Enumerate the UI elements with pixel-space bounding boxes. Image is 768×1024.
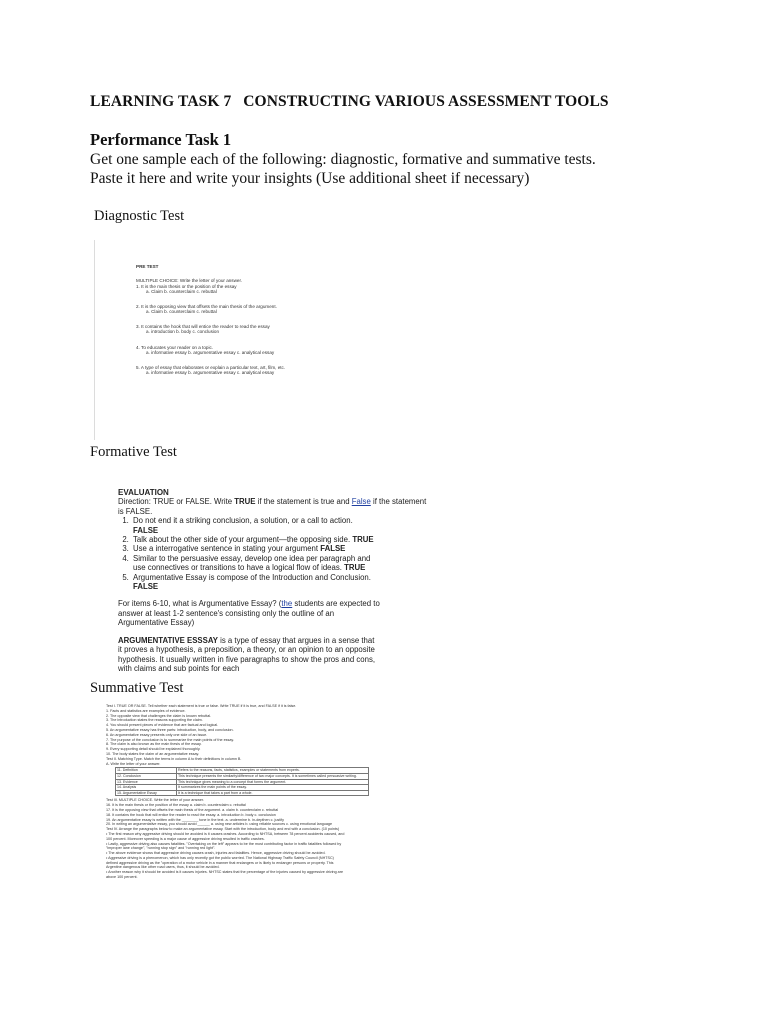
summative-line: 19. An argumentative essay is written with the ________ tone in the text. a. undermine b. in-depthen c. justify (106, 817, 284, 822)
question-options: a. informative essay b. argumentative essay c. analytical essay (146, 370, 275, 376)
summative-part-1 (106, 704, 376, 766)
summative-line: Test IV. Arrange the paragraphs below to make an argumentative essay. Start with the introduction, body and end with a conclusion. (10 points) (106, 827, 340, 832)
summative-test-heading: Summative Test (90, 680, 184, 696)
column-a-cell: 14. Analysis (116, 785, 177, 791)
column-a-cell: 15. Argumentative Essay (116, 790, 177, 796)
summative-line: • Another reason why it should be avoided is it causes injuries. NHTSC states that the percentage of the injuries caused by aggressive driving are (106, 870, 344, 875)
pre-test-label: PRE TEST (136, 264, 159, 269)
summative-line: • The above evidence shows that aggressive driving causes crash, injuries and fatalities. Hence, aggressive driving should be avoided. (106, 851, 326, 856)
formative-test-image (118, 488, 427, 673)
question-text: 1. It is the main thesis or the position of the essay (136, 284, 237, 289)
diagnostic-item-1 (136, 284, 237, 295)
formative-test-heading: Formative Test (90, 444, 177, 460)
question-text: 5. A type of essay that elaborates or explain a particular text, art, film, etc. (136, 365, 286, 370)
formative-items (118, 516, 380, 591)
diagnostic-item-4 (136, 345, 274, 356)
summative-line: 16. It is the main thesis or the position of the essay a. claim b. counterclaim c. rebuttal (106, 803, 246, 808)
formative-item: 4. Similar to the persuasive essay, develop one idea per paragraph and use connectives or transitions to have a logical flow of ideas. TRUE (131, 554, 380, 573)
column-a-cell: 11. Definition (116, 768, 177, 774)
question-options: a. Claim b. counterclaim c. rebuttal (146, 309, 217, 315)
image-edge-line (94, 240, 95, 440)
diagnostic-direction: MULTIPLE CHOICE: Write the letter of your answer. (136, 278, 243, 283)
table-row (116, 790, 369, 796)
column-b-cell: Refers to the reasons, facts, statistics, examples or statements from experts. (177, 768, 369, 774)
summative-line: 2. The opposite view that challenges the claim is known rebuttal. (106, 713, 212, 718)
formative-item: 5. Argumentative Essay is compose of the Introduction and Conclusion. FALSE (131, 573, 380, 592)
task-heading: Performance Task 1 (90, 130, 232, 149)
formative-item: 1. Do not end it a striking conclusion, a solution, or a call to action. FALSE (131, 516, 380, 535)
diagnostic-test-heading: Diagnostic Test (94, 208, 185, 224)
formative-item: 3. Use a interrogative sentence in stating your argument FALSE (131, 544, 380, 553)
argumentative-essay-answer: ARGUMENTATIVE ESSSAY is a type of essay that argues in a sense that it proves a hypothesis, a preposition, a theory, or an opinion to an opposite hypothesis. It usually written in five paragraphs to show the pros and cons, with claims and sub points for each (118, 635, 376, 673)
summative-line: above 100 percent. (106, 875, 138, 880)
question-options: a. Claim b. counterclaim c. rebuttal (146, 289, 217, 295)
summative-line: 17. It is the opposing view that offsets the main thesis of the argument. a. claim b. counterclaim c. rebuttal (106, 807, 279, 812)
summative-line: 1. Facts and statistics are examples of evidence. (106, 708, 186, 713)
document-title: LEARNING TASK 7 CONSTRUCTING VARIOUS ASSESSMENT TOOLS (90, 93, 609, 110)
summative-line: 3. The introduction states the reasons supporting the claim. (106, 718, 203, 723)
question-options: a. introduction b. body c. conclusion (146, 329, 220, 335)
matching-table (115, 767, 369, 796)
summative-line: defined aggressive driving as the "operation of a motor vehicle in a manner that endangers or is likely to endanger persons or property. This (106, 860, 334, 865)
column-b-cell: It is a technique that takes a part from a whole. (177, 790, 369, 796)
formative-item: 2. Talk about the other side of your argument—the opposing side. TRUE (131, 535, 380, 544)
summative-line: 8. The claim is also known as the main thesis of the essay. (106, 742, 202, 747)
summative-line: 5. An argumentative essay has three parts: introduction, body, and conclusion. (106, 727, 234, 732)
diagnostic-item-2 (136, 304, 277, 315)
column-b-cell: It summarizes the main points of the essay. (177, 785, 369, 791)
question-text: 3. It contains the hook that will entice the reader to read the essay (136, 324, 270, 329)
column-a-cell: 13. Evidence (116, 779, 177, 785)
summative-line: 9. Every supporting detail should be explained thoroughly. (106, 747, 201, 752)
summative-line: • The first reason why aggressive driving should be avoided is it causes crashes. According to NHTSA, between 78 percent accidents caused, and (106, 831, 345, 836)
question-options: a. informative essay b. argumentative essay c. analytical essay (146, 350, 275, 356)
question-text: 4. To educates your reader on a topic. (136, 345, 214, 350)
summative-line: 18. It contains the hook that will entice the reader to read the essay. a. introduction b. body c. conclusion (106, 812, 276, 817)
column-b-cell: This technique presents the similarity/difference of two major concepts. It is sometimes called persuasive writing. (177, 773, 369, 779)
summative-line: Test II. Matching Type. Match the terms in column A to their definitions in column B. (106, 756, 242, 761)
summative-line: Test I. TRUE OR FALSE. Tell whether each statement is true or false. Write TRUE if it is true, and FALSE if it is false. (106, 704, 297, 708)
instruction-line-2: Paste it here and write your insights (Use additional sheet if necessary) (90, 170, 530, 187)
summative-test-image (106, 704, 376, 880)
formative-direction-cont: is FALSE. (118, 506, 153, 516)
summative-line: • Aggressive driving is a phenomenon, which has only recently got the public worried. The National Highway Traffic Safety Council (NHTSC) (106, 855, 334, 860)
diagnostic-item-5 (136, 365, 285, 376)
summative-line: 100 percent. Moreover speeding is a major cause of aggressive driving resulted in traffic crashes. (106, 836, 265, 841)
summative-line: 6. An argumentative essay presents only one side of an issue. (106, 732, 208, 737)
summative-line: 7. The purpose of the conclusion is to summarize the main points of the essay. (106, 737, 234, 742)
summative-line: Argentine dangerous like other road users, thus, it should be avoided. (106, 865, 220, 870)
summative-line: • Lastly, aggressive driving also causes fatalities. "Overtaking on the left" appears to be the most contributing factor in traffic fatalities followed by (106, 841, 342, 846)
summative-line: A. Write the letter of your answer. (106, 761, 161, 766)
evaluation-title: EVALUATION (118, 488, 169, 497)
summative-part-2 (106, 798, 376, 880)
summative-line: 4. You should present pieces of evidence that are factual and logical. (106, 723, 219, 728)
summative-line: Test III. MULTIPLE CHOICE. Write the letter of your answer. (106, 798, 205, 803)
items-note: For items 6-10, what is Argumentative Essay? (the students are expected to answer at least 1-2 sentence's consisting only the outline of an Argumentative Essay) (118, 599, 380, 628)
question-text: 2. It is the opposing view that offsets the main thesis of the argument. (136, 304, 277, 309)
diagnostic-test-image (94, 240, 394, 440)
summative-line: 10. The body states the claim of an argumentative essay. (106, 751, 200, 756)
summative-line: 20. In writing an argumentative essay, you should avoid ______ a. using new articles b. using reliable sources c. using emotional language (106, 822, 333, 827)
instruction-line-1: Get one sample each of the following: diagnostic, formative and summative tests. (90, 151, 596, 168)
column-b-cell: This technique gives meaning to a concept that forms the argument. (177, 779, 369, 785)
formative-direction: Direction: TRUE or FALSE. Write TRUE if the statement is true and False if the statement (118, 497, 427, 507)
column-a-cell: 12. Conclusion (116, 773, 177, 779)
summative-line: "improper lane change", "running stop sign" and "running red light". (106, 846, 216, 851)
diagnostic-item-3 (136, 324, 270, 335)
